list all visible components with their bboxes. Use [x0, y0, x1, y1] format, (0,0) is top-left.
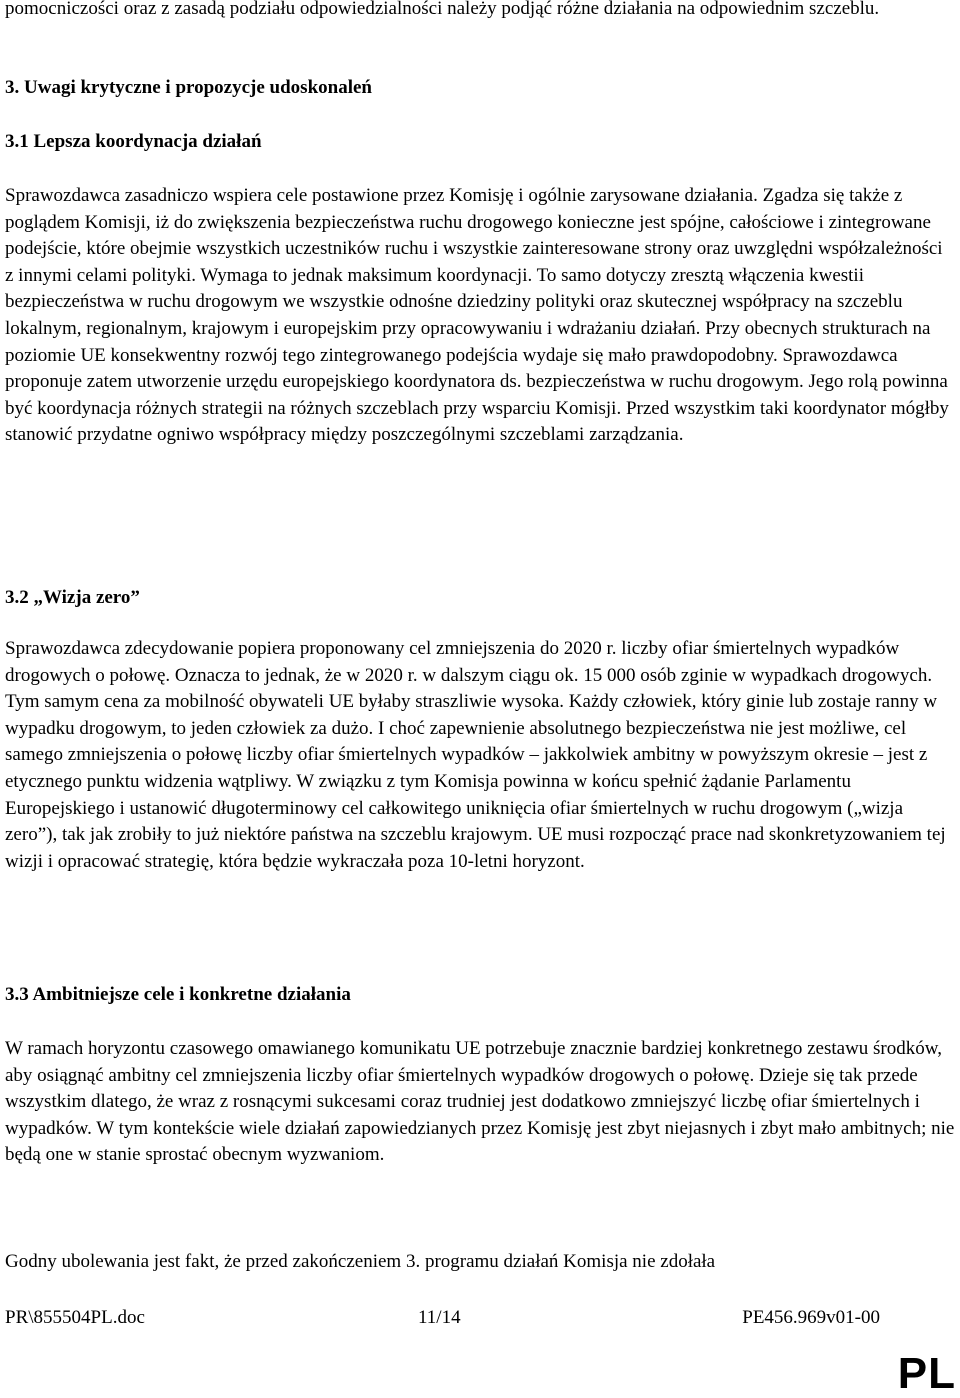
footer-doc-ref: PR\855504PL.doc: [5, 1307, 145, 1328]
language-code: PL: [897, 1349, 956, 1398]
section-3-2-heading: 3.2 „Wizja zero”: [5, 587, 140, 608]
section-3-1-heading: 3.1 Lepsza koordynacja działań: [5, 131, 262, 152]
footer-pe-number: PE456.969v01-00: [742, 1307, 880, 1328]
section-3-3-paragraph-1: W ramach horyzontu czasowego omawianego komunikatu UE potrzebuje znacznie bardziej konkretnego zestawu środków, aby osiągnąć ambitny cel zmniejszenia liczby ofiar śmiertelnych wypadków drogowych o połowę. Dzieje się tak przede wszystkim dlatego, że wraz z rosnącymi sukcesami coraz trudniej jest dodatkowo zmniejszyć liczbę ofiar śmiertelnych i wypadków. W tym kontekście wiele działań zapowiedzianych przez Komisję jest zbyt niejasnych i zbyt mało ambitnych; nie będą one w stanie sprostać obecnym wyzwaniom.: [5, 1038, 955, 1166]
section-3-heading: 3. Uwagi krytyczne i propozycje udoskonaleń: [5, 77, 372, 98]
page-footer: [5, 1305, 885, 1331]
section-3-2-paragraph: Sprawozdawca zdecydowanie popiera proponowany cel zmniejszenia do 2020 r. liczby ofiar śmiertelnych wypadków drogowych o połowę. Oznacza to jednak, że w 2020 r. w dalszym ciągu ok. 15 000 osób zginie w wypadkach drogowych. Tym samym cena za mobilność obywateli UE byłaby straszliwie wysoka. Każdy człowiek, który ginie lub zostaje ranny w wypadku drogowym, to jeden człowiek za dużo. I choć zapewnienie absolutnego bezpieczeństwa nie jest możliwe, cel samego zmniejszenia o połowę liczby ofiar śmiertelnych wypadków – jakkolwiek ambitny w powyższym okresie – jest z etycznego punktu widzenia wątpliwy. W związku z tym Komisja powinna w końcu spełnić żądanie Parlamentu Europejskiego i ustanowić długoterminowy cel całkowitego uniknięcia ofiar śmiertelnych w ruchu drogowym („wizja zero”), tak jak zrobiły to już niektóre państwa na szczeblu krajowym. UE musi rozpocząć prace nad skonkretyzowaniem tej wizji i opracować strategię, która będzie wykraczała poza 10-letni horyzont.: [5, 638, 946, 872]
section-3-3-paragraph-2: Godny ubolewania jest fakt, że przed zakończeniem 3. programu działań Komisja nie zdołała: [5, 1251, 716, 1272]
intro-paragraph: pomocniczości oraz z zasadą podziału odpowiedzialności należy podjąć różne działania na odpowiednim szczeblu.: [5, 0, 880, 19]
footer-page-number: 11/14: [418, 1307, 461, 1328]
section-3-1-paragraph: Sprawozdawca zasadniczo wspiera cele postawione przez Komisję i ogólnie zarysowane działania. Zgadza się także z poglądem Komisji, iż do zwiększenia bezpieczeństwa ruchu drogowego konieczne jest spójne, całościowe i zintegrowane podejście, które obejmie wszystkich uczestników ruchu i wszystkie zainteresowane strony oraz uwzględni współzależności z innymi celami polityki. Wymaga to jednak maksimum koordynacji. To samo dotyczy zresztą włączenia kwestii bezpieczeństwa w ruchu drogowym we wszystkie odnośne dziedziny polityki oraz skutecznej współpracy na szczeblu lokalnym, regionalnym, krajowym i europejskim przy opracowywaniu i wdrażaniu działań. Przy obecnych strukturach na poziomie UE konsekwentny rozwój tego zintegrowanego podejścia wydaje się mało prawdopodobny. Sprawozdawca proponuje zatem utworzenie urzędu europejskiego koordynatora ds. bezpieczeństwa w ruchu drogowym. Jego rolą powinna być koordynacja różnych strategii na różnych szczeblach przy wsparciu Komisji. Przed wszystkim taki koordynator mógłby stanowić przydatne ogniwo współpracy między poszczególnymi szczeblami zarządzania.: [5, 185, 949, 446]
section-3-3-heading: 3.3 Ambitniejsze cele i konkretne działania: [5, 984, 351, 1005]
